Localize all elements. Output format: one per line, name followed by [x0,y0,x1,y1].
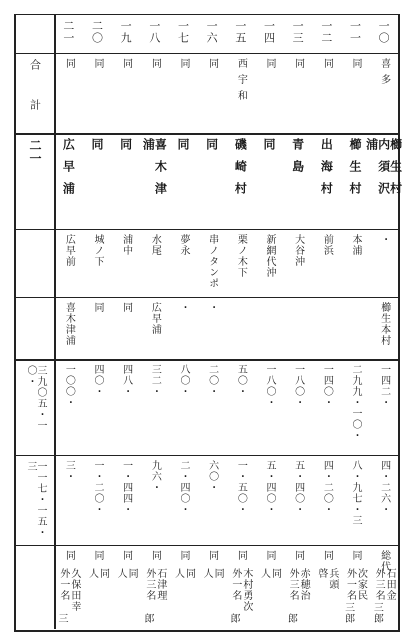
person-suffix: 郎 [285,613,297,624]
person-role: 同 [321,550,333,561]
site-text: ・ [378,234,390,245]
station-text: 同 [120,58,132,74]
date_a-text: 一四〇・ [321,364,333,408]
village-text: 櫛生村内須沢浦 [364,138,403,204]
num-text: 一三 [291,20,305,44]
person-role: 同 [263,550,275,561]
cell-village [140,138,169,224]
station-text: 同 [292,58,304,74]
person-line: 同 [212,568,224,579]
person-line: 赤穂治 [298,568,310,601]
person-suffix: 三 [56,613,67,624]
cell-date_a [169,364,198,450]
cell-num [197,20,226,48]
village-text: 喜木津浦 [141,138,168,204]
cell-num [312,20,341,48]
village-text: 出海村 [319,138,334,204]
cell-current [83,302,112,354]
cell-current [111,302,140,354]
total-label-top-text: 合 [28,59,42,71]
cell-num [255,20,284,48]
person-suffix: 郎 [228,613,239,624]
person-role: 総代 [378,550,390,572]
person-line: 石田金 [384,568,396,601]
cell-site [369,234,398,292]
num-text: 一四 [262,20,276,44]
person-line: 兵頭 [326,568,338,590]
person-suffix: 郎 [142,613,153,624]
station-text: 同 [177,58,189,74]
site-text: 新網代沖 [263,234,275,278]
person-names [201,568,222,579]
current-text: 喜木津浦 [63,302,75,346]
date_a-text: 八〇・ [177,364,189,397]
cell-date_b [255,460,284,540]
date_a-text: 四〇・ [91,364,103,397]
cell-station [255,58,284,128]
cell-date_b [369,460,398,540]
date_b-text: 五・四〇・ [263,460,275,515]
village-text: 青島 [290,138,305,182]
site-text: 栗ノ木下 [235,234,247,278]
current-text: ・ [177,302,189,313]
cell-num [341,20,370,48]
current-text: 広早浦 [149,302,161,335]
cell-person [169,550,198,624]
person-suffix: 三郎 [371,602,383,624]
site-text: 夢永 [177,234,189,256]
date_b-text: 二・四〇・ [177,460,189,515]
date_a-text: 一八〇・ [292,364,304,408]
date_b-text: 六〇・ [206,460,218,493]
date_a-text: 一八〇・ [263,364,275,408]
date_a-text: 一〇〇・ [63,364,75,408]
cell-person [83,550,112,624]
date_b-text: 四・二六・ [378,460,390,515]
date_b-text: 四・二〇・ [321,460,333,515]
cell-village [226,138,255,224]
person-names [373,568,394,601]
cell-date_a [197,364,226,450]
cell-station [226,58,255,128]
cell-num [54,20,83,48]
station-text: 同 [91,58,103,74]
person-role-wrap [283,550,312,561]
cell-person [255,550,284,624]
person-line: 外一名 [57,568,69,601]
ledger-table [14,14,403,632]
person-names [86,568,107,579]
cell-person [197,550,226,624]
cell-site [111,234,140,292]
person-names [316,568,337,590]
station-text: 喜多 [378,58,390,90]
cell-station [197,58,226,128]
num-text: 一二 [319,20,333,44]
current-text: 櫛生本村 [378,302,390,346]
person-role: 同 [120,550,132,561]
total-label-bottom [16,99,54,127]
cell-date_a [283,364,312,450]
cell-village [83,138,112,224]
cell-date_a [226,364,255,450]
cell-village [341,138,370,224]
cell-date_b [341,460,370,540]
person-names [172,568,193,579]
person-line: 同 [183,568,195,579]
person-line: 同 [269,568,281,579]
cell-date_a [83,364,112,450]
village-text: 広早浦 [61,138,76,204]
cell-station [83,58,112,128]
num-text: 一八 [147,20,161,44]
site-text: 串ノタンポ [206,234,218,289]
person-role-wrap [54,550,83,561]
person-role: 同 [63,550,75,561]
cell-person [54,550,83,624]
person-role-wrap [83,550,112,561]
date_a-text: 二〇・ [206,364,218,397]
person-role: 同 [149,550,161,561]
date_a-text: 五〇・ [235,364,247,397]
cell-date_b [312,460,341,540]
cell-person [111,550,140,624]
cell-village [255,138,284,224]
total-label-top [16,59,54,87]
date_a-text: 一四二・ [378,364,390,408]
current-text: 同 [91,302,103,313]
date_b-text: 八・九七・三 [349,460,361,526]
cell-village [169,138,198,224]
cell-num [140,20,169,48]
person-line: 人 [86,568,98,579]
site-text: 浦中 [120,234,132,256]
cell-site [283,234,312,292]
cell-person [369,550,398,624]
person-names [258,568,279,579]
person-line: 人 [172,568,184,579]
cell-date_a [140,364,169,450]
person-line: 外三名 [373,568,385,601]
num-text: 二〇 [90,20,104,44]
station-text: 同 [263,58,275,74]
village-text: 同 [204,138,219,160]
section-number [16,139,54,177]
cell-date_b [140,460,169,540]
person-line: 外三名 [287,568,299,601]
station-text: 同 [349,58,361,74]
date_b-text: 一・四四・ [120,460,132,515]
cell-site [226,234,255,292]
date_a-text: 二九九・一〇・ [349,364,361,441]
cell-current [140,302,169,354]
person-role: 同 [292,550,304,561]
cell-village [283,138,312,224]
station-text: 同 [206,58,218,74]
current-text: 同 [120,302,132,313]
cell-date_a [369,364,398,450]
village-text: 同 [118,138,133,160]
person-role-wrap [111,550,140,561]
num-text: 二一 [61,20,75,44]
village-text: 同 [261,138,276,160]
date_b-text: 一・二〇・ [91,460,103,515]
person-names [115,568,136,579]
person-role-wrap [369,550,398,572]
cell-num [83,20,112,48]
cell-date_a [341,364,370,450]
cell-site [341,234,370,292]
side-date-two-text: 一一七・一五・三 [25,461,46,538]
cell-station [140,58,169,128]
cell-current [369,302,398,354]
cell-date_a [111,364,140,450]
person-line: 木村勇次 [240,568,252,612]
row-divider [16,297,398,298]
cell-current [226,302,255,354]
cell-site [54,234,83,292]
village-text: 櫛生村 [347,138,362,204]
cell-date_b [111,460,140,540]
person-line: 外三名 [143,568,155,601]
cell-person [226,550,255,624]
cell-site [169,234,198,292]
station-text: 同 [63,58,75,74]
cell-site [83,234,112,292]
site-text: 前浜 [321,234,333,256]
village-text: 同 [89,138,104,160]
cell-current [197,302,226,354]
person-line: 同 [97,568,109,579]
village-text: 磯崎村 [233,138,248,204]
person-line: 久保田幸 [68,568,80,612]
cell-station [369,58,398,128]
cell-village [54,138,83,224]
person-names [58,568,79,612]
person-line: 外一名 [229,568,241,601]
cell-num [169,20,198,48]
site-text: 大谷沖 [292,234,304,267]
village-text: 同 [175,138,190,160]
cell-current [283,302,312,354]
person-names [230,568,251,612]
person-names [144,568,165,601]
site-text: 本浦 [349,234,361,256]
cell-village [111,138,140,224]
person-role-wrap [226,550,255,561]
person-line: 人 [258,568,270,579]
cell-date_b [54,460,83,540]
person-role: 同 [177,550,189,561]
cell-num [283,20,312,48]
num-text: 一九 [119,20,133,44]
cell-site [197,234,226,292]
cell-site [255,234,284,292]
person-role: 同 [206,550,218,561]
cell-current [255,302,284,354]
cell-num [111,20,140,48]
row-divider [16,53,398,54]
row-divider [16,229,398,230]
cell-person [283,550,312,624]
person-line: 同 [126,568,138,579]
person-role-wrap [140,550,169,561]
date_b-text: 九六・ [149,460,161,493]
date_b-text: 五・四〇・ [292,460,304,515]
person-role: 同 [349,550,361,561]
cell-village [364,138,403,224]
cell-num [369,20,398,48]
cell-date_b [283,460,312,540]
person-names [287,568,308,601]
date_b-text: 三・ [63,460,75,482]
person-line: 人 [201,568,213,579]
person-role-wrap [312,550,341,561]
current-text: ・ [206,302,218,313]
row-divider [16,545,398,546]
site-text: 城ノ下 [91,234,103,267]
cell-station [169,58,198,128]
station-text: 同 [149,58,161,74]
site-text: 広早前 [63,234,75,267]
person-role-wrap [169,550,198,561]
cell-date_a [312,364,341,450]
cell-current [54,302,83,354]
date_a-text: 四八・ [120,364,132,397]
num-text: 一一 [348,20,362,44]
date_b-text: 一・五〇・ [235,460,247,515]
section-number-text: 二一 [28,139,42,165]
person-role-wrap [255,550,284,561]
cell-date_a [54,364,83,450]
person-line: 啓 [315,568,327,579]
cell-current [312,302,341,354]
cell-person [341,550,370,624]
cell-date_b [83,460,112,540]
cell-date_b [197,460,226,540]
num-text: 一〇 [377,20,391,44]
num-text: 一五 [233,20,247,44]
site-text: 水尾 [149,234,161,256]
person-line: 次家民 [355,568,367,601]
cell-station [111,58,140,128]
station-text: 西宇和 [235,58,247,106]
cell-date_b [169,460,198,540]
row-divider [16,455,398,456]
side-date-one [16,365,54,449]
station-text: 同 [321,58,333,74]
num-text: 一六 [205,20,219,44]
person-line: 外一名 [344,568,356,601]
cell-person [140,550,169,624]
total-label-bottom-text: 計 [28,99,42,111]
person-line: 人 [115,568,127,579]
cell-current [169,302,198,354]
person-role-wrap [197,550,226,561]
cell-num [226,20,255,48]
side-date-two [16,461,54,539]
cell-current [341,302,370,354]
cell-station [54,58,83,128]
date_a-text: 三二・ [149,364,161,397]
cell-date_b [226,460,255,540]
person-role-wrap [341,550,370,561]
cell-village [312,138,341,224]
cell-date_a [255,364,284,450]
cell-village [197,138,226,224]
person-line: 石津理 [154,568,166,601]
num-text: 一七 [176,20,190,44]
row-divider [16,359,398,361]
person-suffix: 三郎 [342,602,354,624]
cell-person [312,550,341,624]
row-divider [16,133,398,135]
person-role: 同 [235,550,247,561]
cell-station [312,58,341,128]
cell-station [283,58,312,128]
cell-site [312,234,341,292]
person-role: 同 [91,550,103,561]
person-names [344,568,365,601]
cell-site [140,234,169,292]
side-date-one-text: 三九〇五・一〇・ [25,365,46,431]
cell-station [341,58,370,128]
